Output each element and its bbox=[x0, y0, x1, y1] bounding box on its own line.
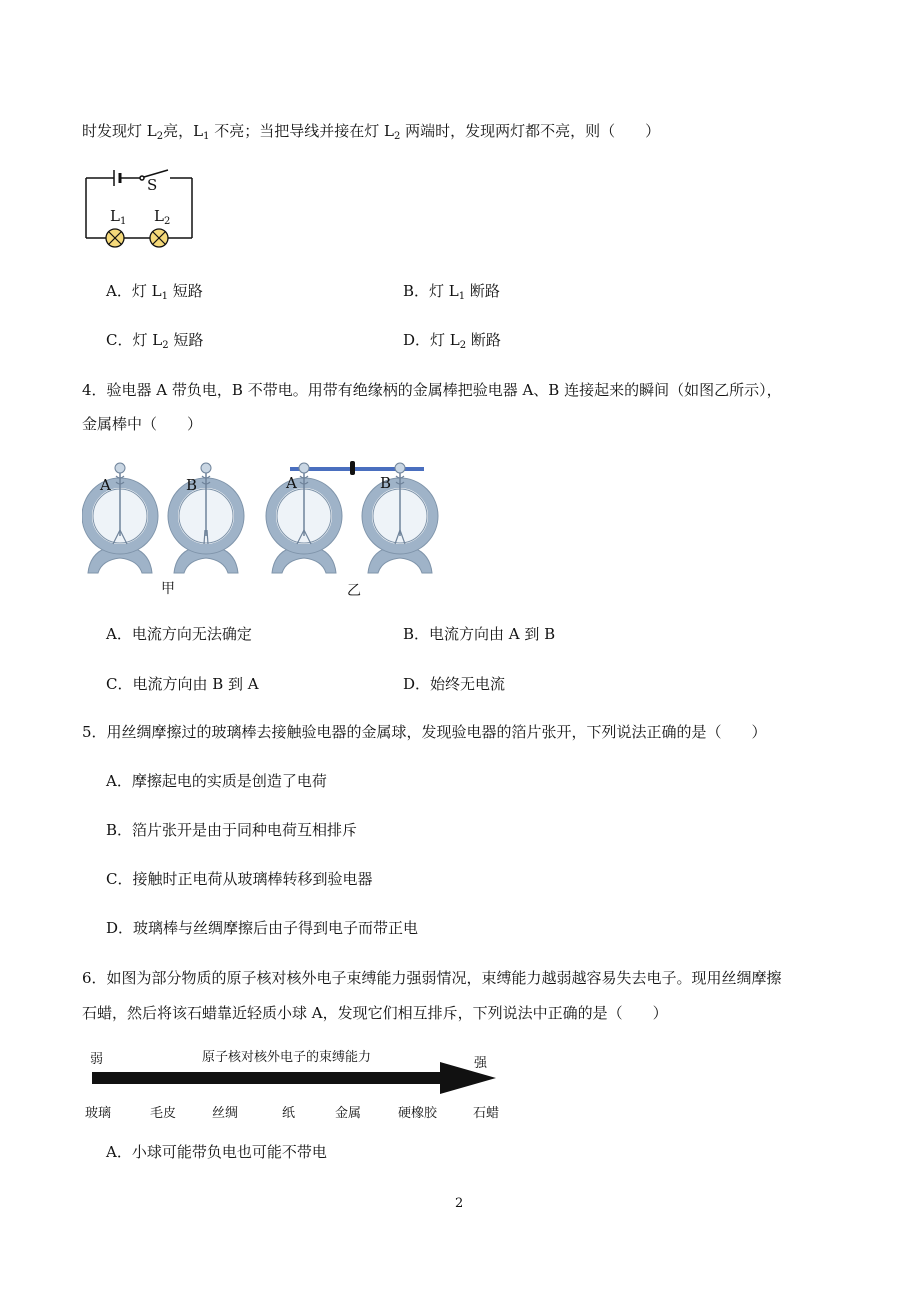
q5-option-c[interactable]: C．接触时正电荷从玻璃棒转移到验电器 bbox=[106, 870, 373, 888]
q4-option-c[interactable]: C．电流方向由 B 到 A bbox=[106, 675, 259, 693]
q4-option-d[interactable]: D．始终无电流 bbox=[403, 675, 506, 693]
material-paraffin: 石蜡 bbox=[473, 1106, 500, 1121]
material-fur: 毛皮 bbox=[150, 1106, 177, 1121]
insulating-handle bbox=[350, 461, 355, 475]
q6-stem-line1: 6．如图为部分物质的原子核对核外电子束缚能力强弱情况，束缚能力越弱越容易失去电子。现用丝绸摩擦 bbox=[82, 969, 782, 987]
page-number: 2 bbox=[455, 1196, 464, 1211]
q5-option-b[interactable]: B．箔片张开是由于同种电荷互相排斥 bbox=[106, 821, 358, 839]
q3-option-a[interactable]: A．灯 $L_1$ 短路 bbox=[106, 282, 203, 302]
q4-stem-line2: 金属棒中（ ） bbox=[82, 415, 203, 433]
circuit-diagram bbox=[78, 160, 228, 255]
label-b-left: B bbox=[186, 476, 198, 494]
lamp-l1-icon bbox=[106, 229, 124, 247]
electroscope-a-right bbox=[266, 463, 342, 573]
lamp-l1-label: $L_1$ bbox=[110, 207, 127, 227]
q4-option-b[interactable]: B．电流方向由 A 到 B bbox=[403, 625, 556, 643]
lamp-l2-icon bbox=[150, 229, 168, 247]
electroscope-a-left bbox=[82, 463, 158, 573]
q6-option-a[interactable]: A．小球可能带负电也可能不带电 bbox=[106, 1143, 327, 1161]
electroscope-b-left bbox=[168, 463, 244, 573]
material-metal: 金属 bbox=[335, 1106, 362, 1121]
scale-title: 原子核对核外电子的束缚能力 bbox=[202, 1050, 372, 1065]
material-hard-rubber: 硬橡胶 bbox=[398, 1106, 438, 1121]
material-paper: 纸 bbox=[282, 1106, 296, 1121]
q5-option-a[interactable]: A．摩擦起电的实质是创造了电荷 bbox=[106, 772, 327, 790]
scale-weak-label: 弱 bbox=[90, 1052, 104, 1067]
q3-option-d[interactable]: D．灯 $L_2$ 断路 bbox=[403, 331, 501, 351]
switch-label: S bbox=[147, 176, 158, 194]
lamp-l2-label: $L_2$ bbox=[154, 207, 171, 227]
q5-option-d[interactable]: D．玻璃棒与丝绸摩擦后由子得到电子而带正电 bbox=[106, 919, 419, 937]
q5-stem: 5．用丝绸摩擦过的玻璃棒去接触验电器的金属球，发现验电器的箔片张开，下列说法正确的是（ ） bbox=[82, 723, 767, 741]
q3-stem: 时发现灯 $L_2$亮，$L_1$ 不亮；当把导线并接在灯 $L_2$ 两端时，发现两灯都不亮，则（ ） bbox=[82, 122, 661, 142]
label-a-left: A bbox=[100, 476, 111, 494]
binding-arrow bbox=[90, 1060, 500, 1096]
caption-jia: 甲 bbox=[161, 581, 175, 597]
electroscope-b-right bbox=[362, 463, 438, 573]
label-b-right: B bbox=[380, 474, 392, 492]
caption-yi: 乙 bbox=[347, 583, 361, 599]
material-silk: 丝绸 bbox=[212, 1106, 239, 1121]
q3-option-b[interactable]: B．灯 $L_1$ 断路 bbox=[403, 282, 500, 302]
q4-option-a[interactable]: A．电流方向无法确定 bbox=[106, 625, 252, 643]
q3-option-c[interactable]: C．灯 $L_2$ 短路 bbox=[106, 331, 204, 351]
scale-strong-label: 强 bbox=[474, 1056, 488, 1071]
q4-stem-line1: 4．验电器 A 带负电，B 不带电。用带有绝缘柄的金属棒把验电器 A、B 连接起来的瞬间（如图乙所示）， bbox=[82, 381, 782, 399]
material-glass: 玻璃 bbox=[85, 1106, 112, 1121]
label-a-right: A bbox=[286, 474, 297, 492]
q6-stem-line2: 石蜡，然后将该石蜡靠近轻质小球 A，发现它们相互排斥，下列说法中正确的是（ ） bbox=[82, 1004, 668, 1022]
